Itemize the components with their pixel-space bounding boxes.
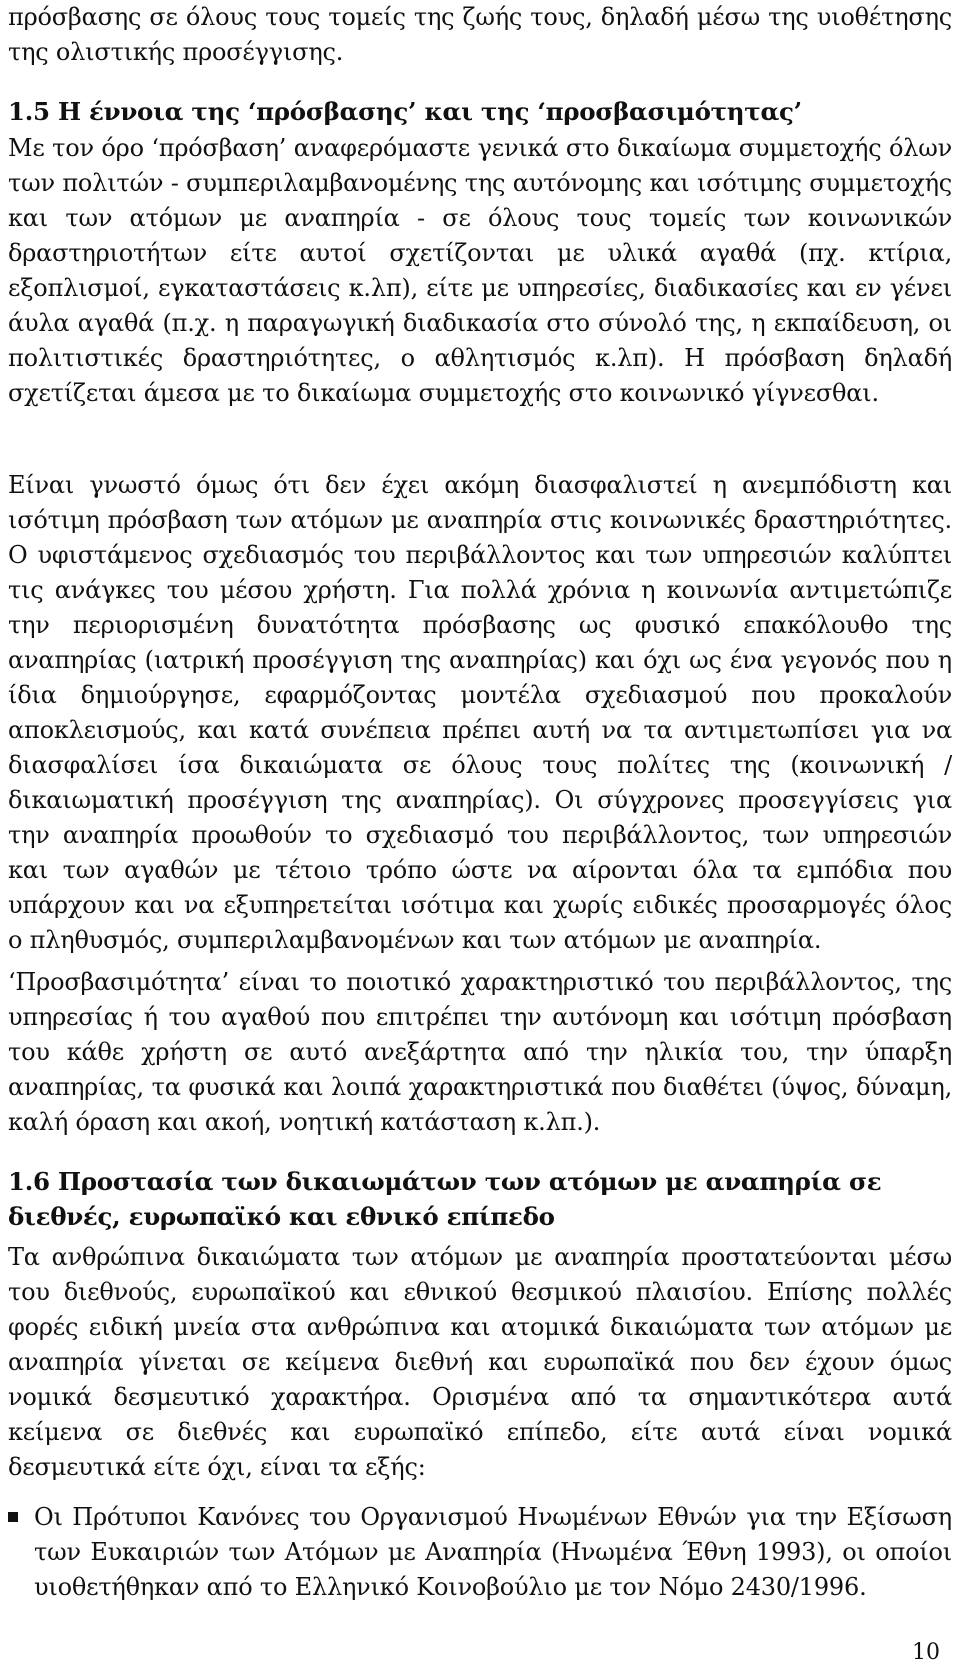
page-number: 10 <box>912 1640 940 1665</box>
section-heading-1-6: 1.6 Προστασία των δικαιωμάτων των ατόμων με αναπηρία σε διεθνές, ευρωπαϊκό και εθνικό επίπεδο <box>8 1167 882 1231</box>
section-1-6-paragraph-1: Τα ανθρώπινα δικαιώματα των ατόμων με αναπηρία προστατεύονται μέσω του διεθνούς, ευρωπαϊκού και εθνικού θεσμικού πλαισίου. Επίσης πολλές φορές ειδική μνεία στα ανθρώπινα και ατομικά δικαιώματα των ατόμων με αναπηρία γίνεται σε κείμενα διεθνή και ευρωπαϊκά που δεν έχουν όμως νομικά δεσμευτικό χαρακτήρα. Ορισμένα από τα σημαντικότερα αυτά κείμενα σε διεθνές και ευρωπαϊκό επίπεδο, είτε αυτά είναι νομικά δεσμευτικά είτε όχι, είναι τα εξής: <box>8 1243 952 1481</box>
document-page <box>8 0 952 1678</box>
list-item <box>8 1500 952 1605</box>
section-1-5-paragraph-2: Είναι γνωστό όμως ότι δεν έχει ακόμη διασφαλιστεί η ανεμπόδιστη και ισότιμη πρόσβαση των ατόμων με αναπηρία στις κοινωνικές δραστηριότητες. Ο υφιστάμενος σχεδιασμός του περιβάλλοντος και των υπηρεσιών καλύπτει τις ανάγκες του μέσου χρήστη. Για πολλά χρόνια η κοινωνία αντιμετώπιζε την περιορισμένη δυνατότητα πρόσβασης ως φυσικό επακόλουθο της αναπηρίας (ιατρική προσέγγιση της αναπηρίας) και όχι ως ένα γεγονός που η ίδια δημιούργησε, εφαρμόζοντας μοντέλα σχεδιασμού που προκαλούν αποκλεισμούς, και κατά συνέπεια πρέπει αυτή να τα αντιμετωπίσει για να διασφαλίσει ίσα δικαιώματα σε όλους τους πολίτες της (κοινωνική / δικαιωματική προσέγγιση της αναπηρίας). Οι σύγχρονες προσεγγίσεις για την αναπηρία προωθούν το σχεδιασμό του περιβάλλοντος, των υπηρεσιών και των αγαθών με τέτοιο τρόπο ώστε να αίρονται όλα τα εμπόδια που υπάρχουν και να εξυπηρετείται ισότιμα και χωρίς ειδικές προσαρμογές όλος ο πληθυσμός, συμπεριλαμβανομένων και των ατόμων με αναπηρία. <box>8 471 952 954</box>
square-bullet-icon <box>8 1512 18 1522</box>
bullet-list <box>8 1500 952 1605</box>
section-1-5-paragraph-1: Με τον όρο ‘πρόσβαση’ αναφερόμαστε γενικά στο δικαίωμα συμμετοχής όλων των πολιτών - συμπεριλαμβανομένης της αυτόνομης και ισότιμης συμμετοχής και των ατόμων με αναπηρία - σε όλους τους τομείς των κοινωνικών δραστηριοτήτων είτε αυτοί σχετίζονται με υλικά αγαθά (πχ. κτίρια, εξοπλισμοί, εγκαταστάσεις κ.λπ), είτε με υπηρεσίες, διαδικασίες και εν γένει άυλα αγαθά (π.χ. η παραγωγική διαδικασία στο σύνολό της, η εκπαίδευση, οι πολιτιστικές δραστηριότητες, ο αθλητισμός κ.λπ). Η πρόσβαση δηλαδή σχετίζεται άμεσα με το δικαίωμα συμμετοχής στο κοινωνικό γίγνεσθαι. <box>8 134 952 407</box>
section-heading-1-5: 1.5 Η έννοια της ‘πρόσβασης’ και της ‘προσβασιμότητας’ <box>8 97 802 126</box>
section-1-5-paragraph-3: ‘Προσβασιμότητα’ είναι το ποιοτικό χαρακτηριστικό του περιβάλλοντος, της υπηρεσίας ή του αγαθού που επιτρέπει την αυτόνομη και ισότιμη πρόσβαση του κάθε χρήστη σε αυτό ανεξάρτητα από την ηλικία του, την ύπαρξη αναπηρίας, τα φυσικά και λοιπά χαρακτηριστικά που διαθέτει (ύψος, δύναμη, καλή όραση και ακοή, νοητική κατάσταση κ.λπ.). <box>8 968 952 1136</box>
list-item-text: Οι Πρότυποι Κανόνες του Οργανισμού Ηνωμένων Εθνών για την Εξίσωση των Ευκαιριών των Ατόμων με Αναπηρία (Ηνωμένα Έθνη 1993), οι οποίοι υιοθετήθηκαν από το Ελληνικό Κοινοβούλιο με τον Νόμο 2430/1996. <box>34 1503 952 1601</box>
intro-paragraph: πρόσβασης σε όλους τους τομείς της ζωής τους, δηλαδή μέσω της υιοθέτησης της ολιστικής προσέγγισης. <box>8 3 952 66</box>
